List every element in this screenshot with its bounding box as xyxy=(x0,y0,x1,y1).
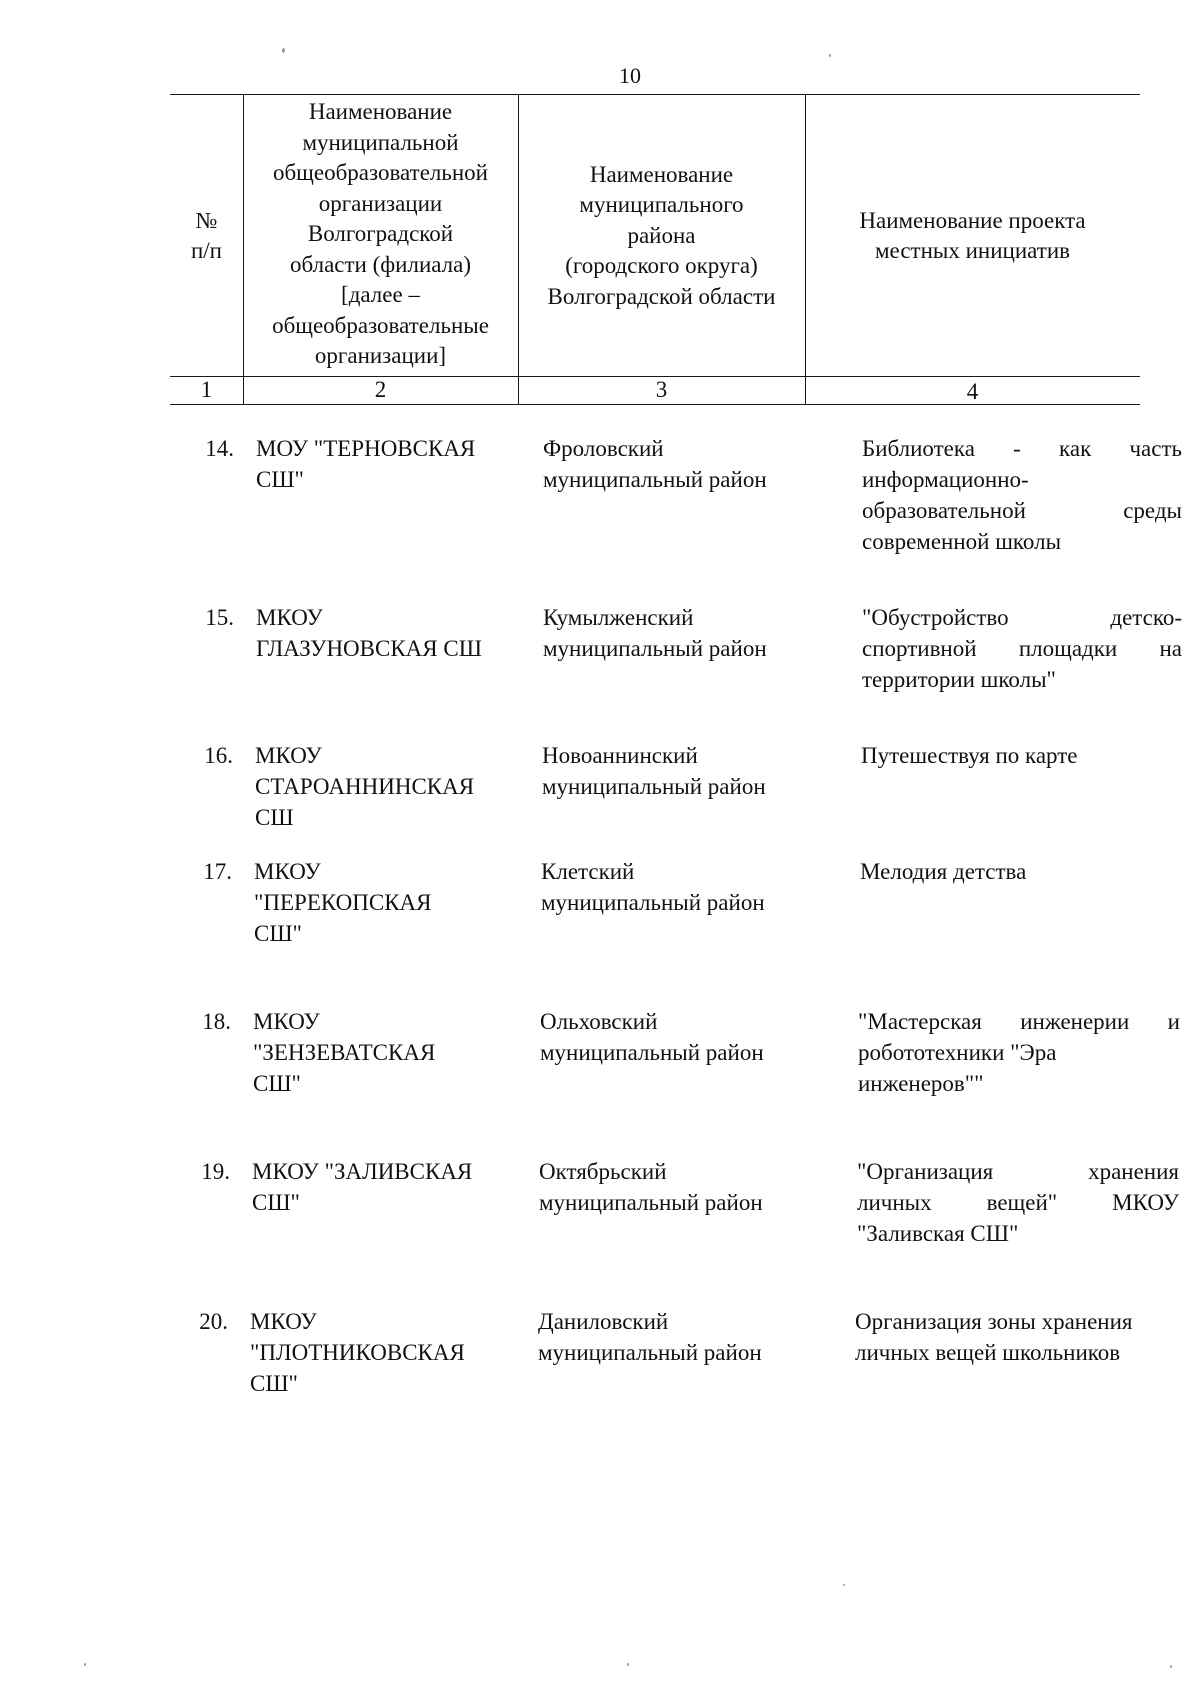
organization-name xyxy=(254,856,524,949)
project-line: современной школы xyxy=(862,529,1062,554)
header-col3-line: муниципального xyxy=(579,192,744,218)
organization-name xyxy=(252,1156,522,1218)
header-col4-line: местных инициатив xyxy=(875,238,1070,263)
organization-name xyxy=(255,740,525,833)
row-number: 15. xyxy=(205,605,234,630)
header-col1 xyxy=(170,96,243,376)
district-line: муниципальный район xyxy=(543,636,767,661)
scan-speck xyxy=(843,1584,845,1586)
organization-name xyxy=(253,1006,523,1099)
project-line: инженеров"" xyxy=(858,1071,984,1096)
header-col4 xyxy=(805,96,1140,376)
header-col2-line: общеобразовательные xyxy=(272,312,489,338)
row-number: 17. xyxy=(203,859,232,884)
district-line: муниципальный район xyxy=(542,774,766,799)
row-number: 18. xyxy=(202,1009,231,1034)
project-line: территории школы" xyxy=(862,667,1056,692)
district-name xyxy=(540,1006,810,1068)
header-col2-line: [далее – xyxy=(341,282,420,308)
project-line: Библиотека - как часть xyxy=(862,436,1182,461)
column-number-1: 1 xyxy=(200,377,213,402)
organization-line: "ПЛОТНИКОВСКАЯ xyxy=(250,1340,465,1365)
project-line: образовательной среды xyxy=(862,498,1182,523)
district-name xyxy=(543,433,813,495)
organization-name xyxy=(256,433,526,495)
district-line: муниципальный район xyxy=(539,1190,763,1215)
project-name xyxy=(862,602,1182,695)
district-line: Кумылженский xyxy=(543,605,694,630)
organization-line: "ПЕРЕКОПСКАЯ xyxy=(254,890,432,915)
organization-line: СШ" xyxy=(256,467,304,492)
district-name xyxy=(541,856,811,918)
project-line: информационно- xyxy=(862,467,1029,492)
header-col2 xyxy=(243,93,518,376)
page-number: 10 xyxy=(619,63,641,88)
scan-speck xyxy=(627,1663,629,1666)
organization-line: МКОУ xyxy=(254,859,321,884)
project-line: Путешествуя по карте xyxy=(861,743,1078,768)
row-number: 20. xyxy=(199,1309,228,1334)
organization-line: МОУ "ТЕРНОВСКАЯ xyxy=(256,436,476,461)
organization-line: МКОУ xyxy=(253,1009,320,1034)
header-col3-line: Волгоградской области xyxy=(547,283,776,309)
project-line: "Заливская СШ" xyxy=(857,1221,1019,1246)
district-line: муниципальный район xyxy=(538,1340,762,1365)
project-line: робототехники "Эра xyxy=(858,1040,1057,1065)
header-col2-line: области (филиала) xyxy=(289,251,472,277)
header-col2-line: организации xyxy=(318,190,443,216)
row-number: 16. xyxy=(204,743,233,768)
project-name xyxy=(857,1156,1179,1249)
organization-line: СШ" xyxy=(252,1190,300,1215)
project-name xyxy=(855,1306,1180,1368)
project-line: "Мастерская инженерии и xyxy=(858,1009,1180,1034)
district-name xyxy=(542,740,812,802)
project-name xyxy=(861,740,1181,771)
project-line: "Обустройство детско- xyxy=(862,605,1182,630)
organization-name xyxy=(250,1306,520,1399)
district-line: Ольховский xyxy=(540,1009,658,1034)
district-name xyxy=(539,1156,809,1218)
organization-line: СТАРОАННИНСКАЯ xyxy=(255,774,475,799)
project-line: Организация зоны хранения xyxy=(855,1309,1133,1334)
scan-speck xyxy=(829,54,831,57)
organization-line: МКОУ "ЗАЛИВСКАЯ xyxy=(252,1159,473,1184)
project-line: личных вещей" МКОУ xyxy=(857,1190,1179,1215)
header-col3-line: (городского округа) xyxy=(565,253,758,279)
organization-line: МКОУ xyxy=(256,605,323,630)
header-col2-line: муниципальной xyxy=(302,129,459,155)
organization-line: ГЛАЗУНОВСКАЯ СШ xyxy=(256,636,482,661)
organization-line: СШ" xyxy=(254,921,302,946)
project-line: Мелодия детства xyxy=(860,859,1027,884)
district-line: Даниловский xyxy=(538,1309,669,1334)
district-line: Клетский xyxy=(541,859,635,884)
organization-line: "ЗЕНЗЕВАТСКАЯ xyxy=(253,1040,436,1065)
header-col4-line: Наименование проекта xyxy=(859,207,1086,233)
header-col3-line: Наименование xyxy=(589,161,734,187)
district-name xyxy=(543,602,813,664)
header-col1-line: п/п xyxy=(190,238,222,263)
column-number-3: 3 xyxy=(655,377,668,402)
district-line: муниципальный район xyxy=(541,890,765,915)
scan-speck xyxy=(84,1663,86,1666)
column-number-2: 2 xyxy=(374,377,387,402)
project-name xyxy=(858,1006,1180,1099)
header-col2-line: общеобразовательной xyxy=(272,160,488,186)
scan-speck xyxy=(1170,1665,1172,1668)
district-line: Октябрьский xyxy=(539,1159,667,1184)
district-line: Фроловский xyxy=(543,436,664,461)
organization-line: СШ" xyxy=(250,1371,298,1396)
district-name xyxy=(538,1306,808,1368)
header-col2-line: Волгоградской xyxy=(307,221,454,247)
header-col2-line: организации] xyxy=(314,343,447,369)
project-line: личных вещей школьников xyxy=(855,1340,1121,1365)
organization-line: МКОУ xyxy=(250,1309,317,1334)
project-line: "Организация хранения xyxy=(857,1159,1179,1184)
organization-name xyxy=(256,602,526,664)
district-line: муниципальный район xyxy=(540,1040,764,1065)
organization-line: МКОУ xyxy=(255,743,322,768)
project-name xyxy=(862,433,1182,557)
row-number: 14. xyxy=(205,436,234,461)
project-name xyxy=(860,856,1180,887)
scan-speck xyxy=(282,48,285,53)
header-col1-line: № xyxy=(195,207,218,233)
organization-line: СШ" xyxy=(253,1071,301,1096)
header-col3-line: района xyxy=(627,222,696,248)
organization-line: СШ xyxy=(255,805,294,830)
district-line: Новоаннинский xyxy=(542,743,698,768)
district-line: муниципальный район xyxy=(543,467,767,492)
column-number-4: 4 xyxy=(966,379,979,404)
header-col3 xyxy=(518,96,805,376)
project-line: спортивной площадки на xyxy=(862,636,1182,661)
header-col2-line: Наименование xyxy=(308,99,453,125)
row-number: 19. xyxy=(201,1159,230,1184)
